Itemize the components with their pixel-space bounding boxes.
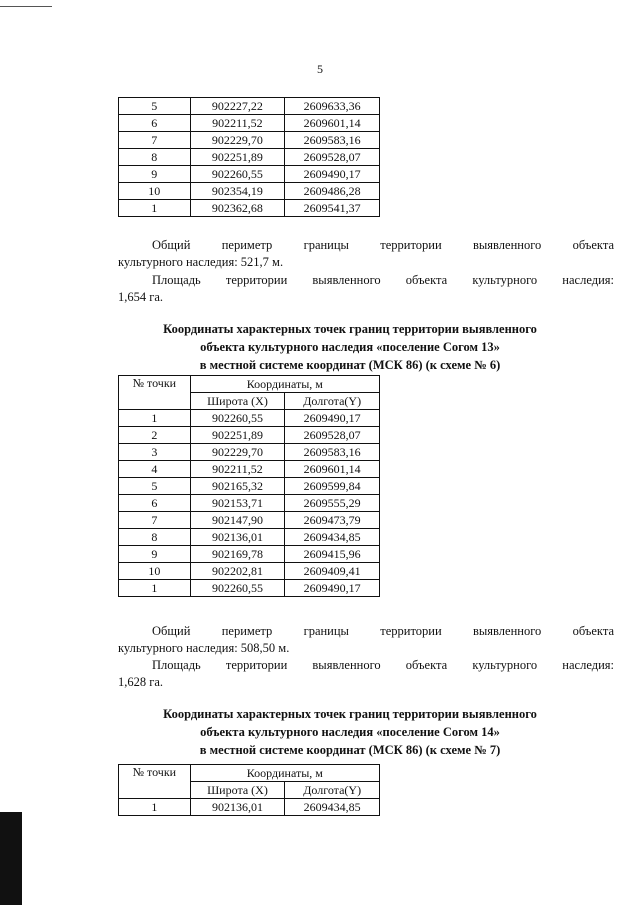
latitude-cell: 902202,81: [190, 563, 285, 580]
table-row: [119, 529, 380, 546]
point-number-cell: 1: [119, 799, 191, 816]
latitude-cell: 902251,89: [190, 427, 285, 444]
coords-table-sogom-13-body: [119, 410, 380, 597]
longitude-cell: 2609528,07: [285, 427, 380, 444]
area-line2: 1,654 га.: [118, 290, 164, 304]
table-row: [119, 546, 380, 563]
latitude-cell: 902136,01: [190, 529, 285, 546]
latitude-cell: 902211,52: [190, 461, 285, 478]
longitude-cell: 2609490,17: [285, 580, 380, 597]
point-number-cell: 5: [119, 478, 191, 495]
table-row: [119, 183, 380, 200]
header-point: № точки: [119, 765, 191, 799]
table-row: [119, 427, 380, 444]
perimeter-line2: культурного наследия: 508,50 м.: [118, 641, 290, 655]
header-point: № точки: [119, 376, 191, 410]
point-number-cell: 8: [119, 529, 191, 546]
latitude-cell: 902229,70: [190, 132, 285, 149]
table-row: [119, 580, 380, 597]
perimeter-text-1: [118, 236, 614, 254]
perimeter-text-2: [118, 622, 614, 640]
point-number-cell: 1: [119, 410, 191, 427]
point-number-cell: 7: [119, 132, 191, 149]
latitude-cell: 902227,22: [190, 98, 285, 115]
point-number-cell: 2: [119, 427, 191, 444]
scan-edge-shadow: [0, 812, 22, 905]
heading-line: Координаты характерных точек границ территории выявленного: [163, 322, 537, 336]
scan-artifact-line: [0, 6, 52, 7]
longitude-cell: 2609599,84: [285, 478, 380, 495]
latitude-cell: 902165,32: [190, 478, 285, 495]
longitude-cell: 2609490,17: [285, 410, 380, 427]
longitude-cell: 2609583,16: [285, 132, 380, 149]
longitude-cell: 2609583,16: [285, 444, 380, 461]
latitude-cell: 902211,52: [190, 115, 285, 132]
point-number-cell: 4: [119, 461, 191, 478]
heading-line: объекта культурного наследия «поселение Согом 13»: [200, 340, 500, 354]
area-line1: Площадь территории выявленного объекта культурного наследия:: [152, 658, 614, 672]
section-heading-sogom-14: [100, 705, 600, 759]
latitude-cell: 902147,90: [190, 512, 285, 529]
table-row: [119, 478, 380, 495]
longitude-cell: 2609409,41: [285, 563, 380, 580]
header-lat: Широта (X): [190, 782, 285, 799]
longitude-cell: 2609601,14: [285, 461, 380, 478]
coords-table-sogom-14: [118, 764, 380, 816]
area-line2: 1,628 га.: [118, 675, 164, 689]
header-lon: Долгота(Y): [285, 782, 380, 799]
table-row: [119, 512, 380, 529]
section-heading-sogom-13: [100, 320, 600, 374]
table-row: [119, 149, 380, 166]
area-text-1b: [118, 288, 580, 306]
longitude-cell: 2609434,85: [285, 799, 380, 816]
latitude-cell: 902153,71: [190, 495, 285, 512]
point-number-cell: 9: [119, 166, 191, 183]
longitude-cell: 2609528,07: [285, 149, 380, 166]
point-number-cell: 10: [119, 183, 191, 200]
point-number-cell: 10: [119, 563, 191, 580]
table-row: [119, 132, 380, 149]
latitude-cell: 902260,55: [190, 580, 285, 597]
perimeter-text-1b: [118, 253, 580, 271]
point-number-cell: 1: [119, 580, 191, 597]
longitude-cell: 2609601,14: [285, 115, 380, 132]
point-number-cell: 1: [119, 200, 191, 217]
table-row: [119, 563, 380, 580]
area-text-2b: [118, 673, 580, 691]
point-number-cell: 3: [119, 444, 191, 461]
longitude-cell: 2609473,79: [285, 512, 380, 529]
perimeter-line2: культурного наследия: 521,7 м.: [118, 255, 284, 269]
area-text-1: [118, 271, 614, 289]
coords-table-continued-body: [119, 98, 380, 217]
perimeter-text-2b: [118, 639, 580, 657]
longitude-cell: 2609415,96: [285, 546, 380, 563]
latitude-cell: 902136,01: [190, 799, 285, 816]
heading-line: Координаты характерных точек границ территории выявленного: [163, 707, 537, 721]
latitude-cell: 902251,89: [190, 149, 285, 166]
point-number-cell: 5: [119, 98, 191, 115]
table-row: [119, 98, 380, 115]
header-coords: Координаты, м: [190, 376, 379, 393]
coords-table-continued: [118, 97, 380, 217]
longitude-cell: 2609633,36: [285, 98, 380, 115]
page-number: 5: [317, 62, 323, 76]
table-row: [119, 166, 380, 183]
perimeter-line1: Общий периметр границы территории выявленного объекта: [152, 624, 614, 638]
longitude-cell: 2609541,37: [285, 200, 380, 217]
point-number-cell: 7: [119, 512, 191, 529]
heading-line: объекта культурного наследия «поселение Согом 14»: [200, 725, 500, 739]
table-row: [119, 200, 380, 217]
table-row: [119, 410, 380, 427]
latitude-cell: 902260,55: [190, 166, 285, 183]
table-row: [119, 115, 380, 132]
header-lon: Долгота(Y): [285, 393, 380, 410]
latitude-cell: 902354,19: [190, 183, 285, 200]
heading-line: в местной системе координат (МСК 86) (к схеме № 6): [199, 358, 501, 372]
header-coords: Координаты, м: [190, 765, 379, 782]
table-row: [119, 444, 380, 461]
table-row: [119, 495, 380, 512]
area-text-2: [118, 656, 614, 674]
heading-line: в местной системе координат (МСК 86) (к схеме № 7): [199, 743, 501, 757]
table-row: [119, 799, 380, 816]
longitude-cell: 2609486,28: [285, 183, 380, 200]
latitude-cell: 902229,70: [190, 444, 285, 461]
table-row: [119, 461, 380, 478]
point-number-cell: 6: [119, 115, 191, 132]
perimeter-line1: Общий периметр границы территории выявленного объекта: [152, 238, 614, 252]
point-number-cell: 8: [119, 149, 191, 166]
point-number-cell: 6: [119, 495, 191, 512]
longitude-cell: 2609490,17: [285, 166, 380, 183]
latitude-cell: 902260,55: [190, 410, 285, 427]
coords-table-sogom-13: [118, 375, 380, 597]
latitude-cell: 902169,78: [190, 546, 285, 563]
latitude-cell: 902362,68: [190, 200, 285, 217]
longitude-cell: 2609555,29: [285, 495, 380, 512]
point-number-cell: 9: [119, 546, 191, 563]
coords-table-sogom-14-body: [119, 799, 380, 816]
area-line1: Площадь территории выявленного объекта культурного наследия:: [152, 273, 614, 287]
header-lat: Широта (X): [190, 393, 285, 410]
longitude-cell: 2609434,85: [285, 529, 380, 546]
